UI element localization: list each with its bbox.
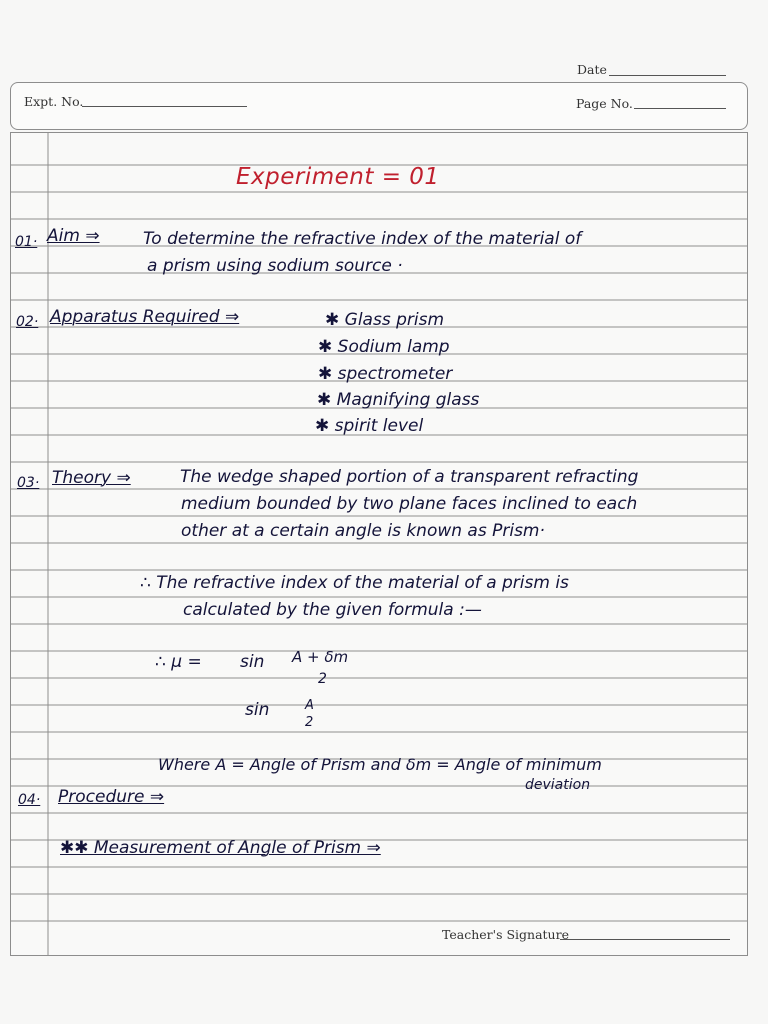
apparatus-item-spirit-level: ✱ spirit level <box>315 416 424 436</box>
page-title: Experiment = 01 <box>236 164 440 190</box>
expt-no-label: Expt. No. <box>24 94 84 109</box>
procedure-number: 04· <box>18 792 41 808</box>
apparatus-item-magnifying-glass: ✱ Magnifying glass <box>317 390 480 410</box>
aim-heading: Aim ⇒ <box>47 226 100 246</box>
expt-no-line <box>82 106 247 107</box>
where-line-continued: deviation <box>525 777 591 793</box>
apparatus-item-glass-prism: ✱ Glass prism <box>325 310 444 330</box>
formula-numerator-sin: sin <box>240 652 265 672</box>
formula-denominator-bottom: 2 <box>305 715 314 730</box>
formula-intro-line1: ∴ The refractive index of the material of a prism is <box>140 573 569 593</box>
formula-intro-line2: calculated by the given formula :— <box>183 600 482 620</box>
apparatus-number: 02· <box>16 314 39 330</box>
formula-denominator-top: A <box>305 698 314 713</box>
teacher-signature-label: Teacher's Signature <box>442 927 569 942</box>
procedure-subheading: ✱✱ Measurement of Angle of Prism ⇒ <box>60 838 381 858</box>
theory-text-line1: The wedge shaped portion of a transparent refracting <box>180 467 639 487</box>
page-no-line <box>634 108 726 109</box>
apparatus-item-spectrometer: ✱ spectrometer <box>318 364 453 384</box>
procedure-heading: Procedure ⇒ <box>58 787 165 807</box>
formula-numerator-bottom: 2 <box>318 671 327 687</box>
where-line: Where A = Angle of Prism and δm = Angle of minimum <box>158 755 602 774</box>
aim-text-line1: To determine the refractive index of the material of <box>143 229 582 249</box>
teacher-signature-line <box>560 939 730 940</box>
theory-number: 03· <box>17 475 40 491</box>
formula-lhs: ∴ μ = <box>155 652 202 672</box>
theory-text-line2: medium bounded by two plane faces inclined to each <box>181 494 638 514</box>
apparatus-item-sodium-lamp: ✱ Sodium lamp <box>318 337 450 357</box>
date-label: Date <box>577 62 607 77</box>
date-line <box>609 75 726 76</box>
formula-numerator-top: A + δm <box>292 648 349 666</box>
theory-text-line3: other at a certain angle is known as Prism· <box>181 521 545 541</box>
page-no-label: Page No. <box>576 96 633 111</box>
aim-text-line2: a prism using sodium source · <box>147 256 403 276</box>
apparatus-heading: Apparatus Required ⇒ <box>50 307 240 327</box>
formula-denominator-sin: sin <box>245 700 270 720</box>
theory-heading: Theory ⇒ <box>52 468 131 488</box>
aim-number: 01· <box>15 234 38 250</box>
